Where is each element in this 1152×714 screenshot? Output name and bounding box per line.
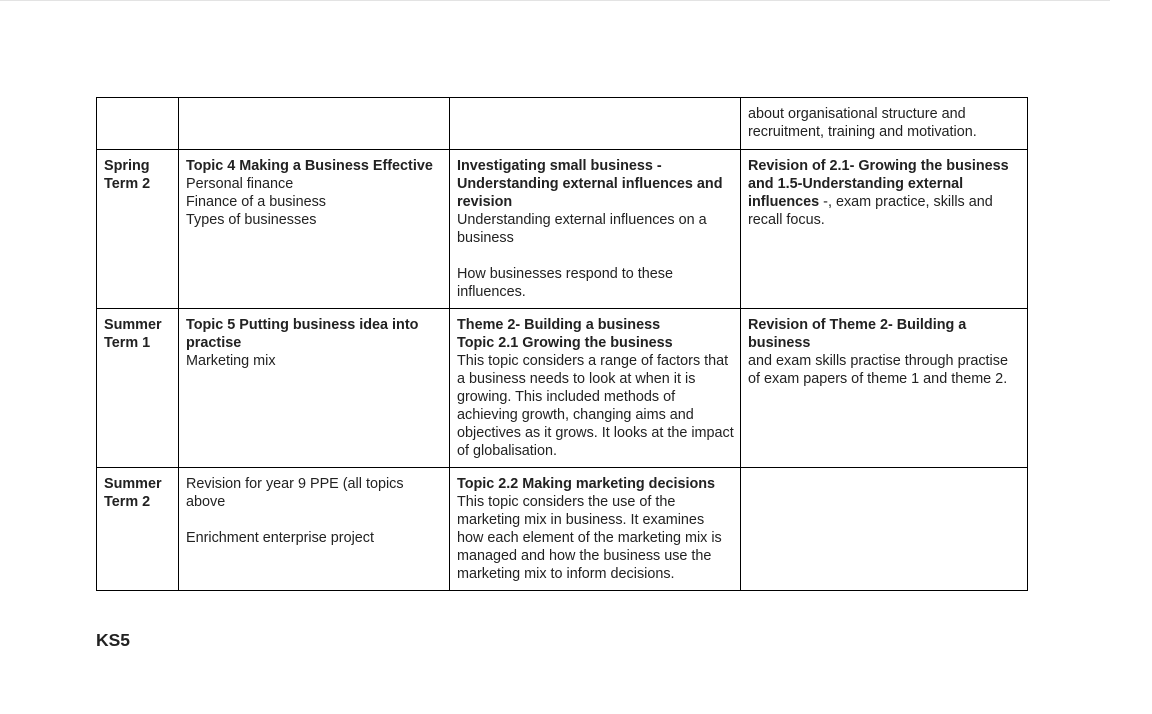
term-cell (97, 468, 179, 591)
y10-title: Theme 2- Building a business (457, 317, 661, 333)
y11-cell (741, 150, 1028, 309)
y10-cell (450, 98, 741, 150)
table-row (97, 98, 1028, 150)
y11-cell (741, 98, 1028, 150)
section-heading: KS5 (96, 630, 131, 650)
y10-cell (450, 150, 741, 309)
blank-line (186, 511, 443, 529)
ks3-cell (179, 150, 450, 309)
ks3-cell (179, 309, 450, 468)
ks3-cell (179, 98, 450, 150)
term-cell (97, 309, 179, 468)
y10-line: Understanding external influences on a business (457, 212, 707, 246)
table-row (97, 309, 1028, 468)
blank-line (457, 247, 734, 265)
term-cell (97, 98, 179, 150)
y10-line: This topic considers the use of the marketing mix in business. It examines how each element of the marketing mix is managed and how the business use the marketing mix to inform decisions. (457, 494, 722, 582)
y11-cell (741, 309, 1028, 468)
ks3-line: Personal finance (186, 176, 294, 192)
term-label: Spring Term 2 (104, 158, 151, 192)
term-cell (97, 150, 179, 309)
ks3-line: Revision for year 9 PPE (all topics above (186, 476, 404, 510)
ks3-line: Enrichment enterprise project (186, 530, 374, 546)
ks3-line: Marketing mix (186, 353, 276, 369)
y11-text: and exam skills practise through practise of exam papers of theme 1 and theme 2. (748, 353, 1008, 387)
curriculum-table (96, 97, 1028, 591)
y10-title: Topic 2.1 Growing the business (457, 335, 673, 351)
ks3-cell (179, 468, 450, 591)
ks3-line: Finance of a business (186, 194, 326, 210)
ks3-title: Topic 5 Putting business idea into practise (186, 317, 419, 351)
ks3-title: Topic 4 Making a Business Effective (186, 158, 433, 174)
table-row (97, 468, 1028, 591)
term-label: Summer Term 1 (104, 317, 162, 351)
y10-cell (450, 309, 741, 468)
y10-line: How businesses respond to these influences. (457, 266, 673, 300)
y10-cell (450, 468, 741, 591)
page-top-border (0, 0, 1110, 1)
y11-title: Revision of Theme 2- Building a business (748, 317, 967, 351)
curriculum-table-body (97, 98, 1028, 591)
y11-title: Revision of 2.1- Growing the business and 1.5-Understanding external influences (748, 158, 1009, 210)
y10-title: Topic 2.2 Making marketing decisions (457, 476, 716, 492)
ks3-line: Types of businesses (186, 212, 317, 228)
y11-text: about organisational structure and recruitment, training and motivation. (748, 106, 977, 140)
y11-text: -, exam practice, skills and recall focus. (748, 194, 993, 228)
term-label: Summer Term 2 (104, 476, 162, 510)
y11-cell (741, 468, 1028, 591)
y10-title: Investigating small business - Understanding external influences and revision (457, 158, 723, 210)
y10-line: This topic considers a range of factors that a business needs to look at when it is growing. This included methods of achieving growth, changing aims and objectives as it grows. It looks at the impact of globalisation. (457, 353, 734, 459)
table-row (97, 150, 1028, 309)
